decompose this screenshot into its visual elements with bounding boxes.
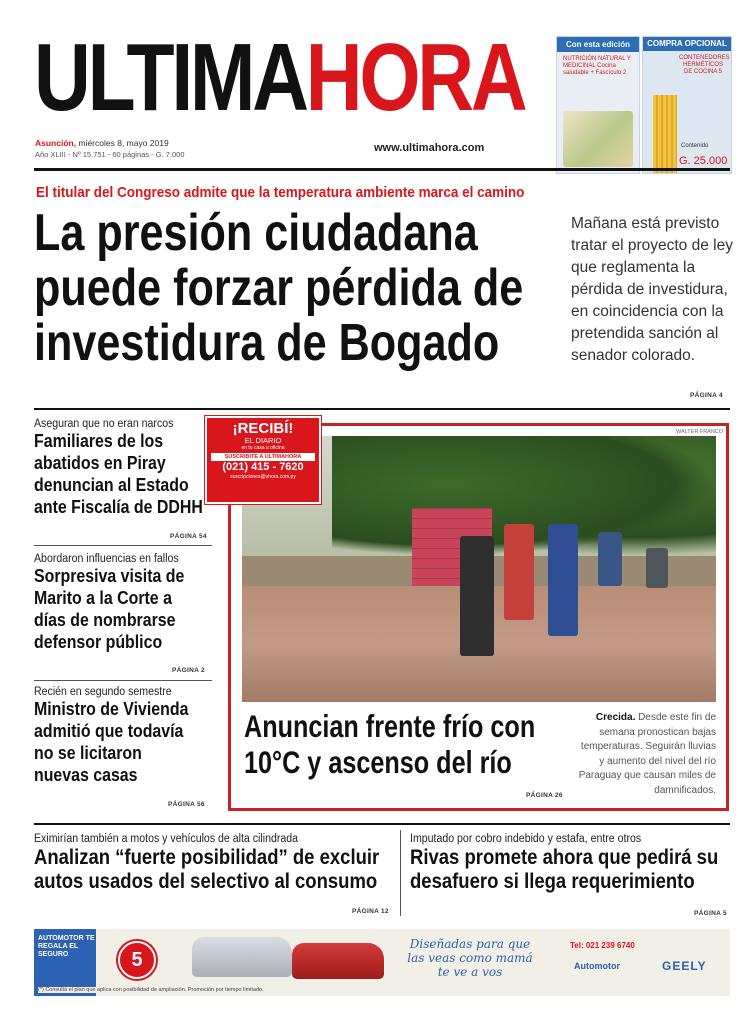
photo-credit: WALTER FRANCO [676,429,724,435]
lead-headline-line: investidura de Bogado [34,314,500,372]
photo-headline[interactable] [244,708,535,780]
headline-line: abatidos en Piray [34,452,166,473]
divider [34,680,212,681]
section-rule [34,823,730,825]
story-kicker: Abordaron influencias en fallos [34,553,179,565]
lead-page-ref: PÁGINA 4 [690,392,723,399]
headline-line: admitió que todavía [34,720,184,741]
badge-note: en tu casa u oficina [241,445,285,451]
story-page-ref: PÁGINA 12 [352,908,389,915]
lead-headline-line: puede forzar pérdida de [34,259,524,317]
headline-line: nuevas casas [34,764,138,785]
headline-line: Marito a la Corte a [34,587,172,608]
promo-supplement-text: NUTRICIÓN NATURAL Y MEDICINAL Cocina saludable + Fascículo 2 [563,56,631,76]
ad-phone: Tel: 021 239 6740 [570,941,635,950]
caption-text: Desde este fin de semana pronostican bajas temperaturas. Seguirán lluvias y aumento del nivel del río Paraguay que causan miles de damnificados. [578,712,716,796]
story-headline [34,430,210,518]
promo-price: G. 25.000 [679,155,728,167]
promo-optional-header: COMPRA OPCIONAL [643,37,731,51]
story-page-ref: PÁGINA 5 [694,910,727,917]
headline-line: defensor público [34,631,163,652]
red-car-image [292,943,384,979]
story-page-ref: PÁGINA 54 [170,533,207,540]
story-vivienda[interactable] [34,686,212,786]
story-autos-usados[interactable] [34,833,394,893]
story-kicker: Aseguran que no eran narcos [34,418,174,430]
edition-info: Año XLIII - Nº 15.751 - 60 páginas - G. 7.000 [35,150,185,159]
section-rule [34,408,730,410]
masthead-rule [34,168,730,171]
logo-hora: HORA [305,24,525,131]
headline-line: 10°C y ascenso del río [244,744,512,780]
divider [34,545,212,546]
headline-line: Anuncian frente frío con [244,708,536,744]
story-page-ref: PÁGINA 2 [172,667,205,674]
story-rivas[interactable] [410,833,730,893]
lead-headline[interactable] [34,206,523,371]
badge-title: ¡RECIBÍ! [232,420,294,437]
promo-supplement-header: Con esta edición [557,37,639,52]
caption-lead: Crecida. [595,712,636,723]
ad-brand: GEELY [662,959,707,973]
promo-content-label: Contenido [681,143,709,149]
ad-five-badge: 5 [118,941,156,979]
promo-optional[interactable] [642,36,732,174]
ad-slogan: Diseñadas para que las veas como mamá te ve a vos [407,937,533,979]
food-image [563,111,633,167]
lead-kicker: El titular del Congreso admite que la temperatura ambiente marca el camino [36,184,525,201]
silver-car-image [192,937,292,977]
ad-disclaimer: (*) Consultá el plan que aplica con posibilidad de ampliación. Promoción por tiempo limitado. [38,987,728,993]
headline-line: Analizan “fuerte posibilidad” de excluir [34,845,380,869]
headline-line: Rivas promete ahora que pedirá su [410,845,719,869]
headline-line: Familiares de los [34,430,164,451]
promo-optional-text: CONTENEDORES HERMÉTICOS DE COCINA 5 [679,55,730,75]
headline-line: días de nombrarse [34,609,176,630]
photo-page-ref: PÁGINA 26 [526,792,563,799]
badge-subtitle: EL DIARIO [244,436,282,445]
story-kicker: Recién en segundo semestre [34,686,172,698]
story-kicker: Imputado por cobro indebido y estafa, entre otros [410,833,642,845]
place: Asunción, [35,138,77,148]
headline-line: denuncian al Estado [34,474,189,495]
logo [34,24,525,131]
subscribe-badge[interactable] [205,416,321,504]
badge-email: suscripciones@uhora.com.py [230,474,296,480]
story-page-ref: PÁGINA 56 [168,801,205,808]
headline-line: Ministro de Vivienda [34,698,189,719]
ad-promo-text: AUTOMOTOR TE REGALA EL SEGURO [38,935,95,958]
lead-headline-line: La presión ciudadana [34,204,478,262]
story-headline [410,845,719,893]
date-line [35,138,169,148]
lead-summary: Mañana está previsto tratar el proyecto de ley que reglamenta la pérdida de investidura, en coincidencia con la pretendida sanción al senador colorado. [571,215,733,364]
headline-line: desafuero si llega requerimiento [410,869,695,893]
column-divider [400,830,401,916]
story-piray[interactable] [34,418,212,518]
story-headline [34,565,210,653]
story-headline [34,845,380,893]
logo-ultima: ULTIMA [34,24,306,131]
headline-line: no se licitaron [34,742,142,763]
date: miércoles 8, mayo 2019 [78,138,169,148]
headline-line: Sorpresiva visita de [34,565,185,586]
badge-phone: (021) 415 - 7620 [222,461,304,473]
headline-line: autos usados del selectivo al consumo [34,869,378,893]
ad-dealer: Automotor [574,961,620,971]
website-link[interactable]: www.ultimahora.com [374,142,485,154]
pasta-container-image [653,95,677,174]
car-advertisement[interactable] [34,929,730,996]
headline-line: ante Fiscalía de DDHH [34,496,203,517]
photo-caption [574,711,716,798]
story-kicker: Eximirían también a motos y vehículos de alta cilindrada [34,833,299,845]
badge-subscribe: SUSCRIBITE A ULTIMAHORA [211,453,315,461]
promo-supplement[interactable] [556,36,640,174]
story-marito-corte[interactable] [34,553,212,653]
story-headline [34,698,210,786]
